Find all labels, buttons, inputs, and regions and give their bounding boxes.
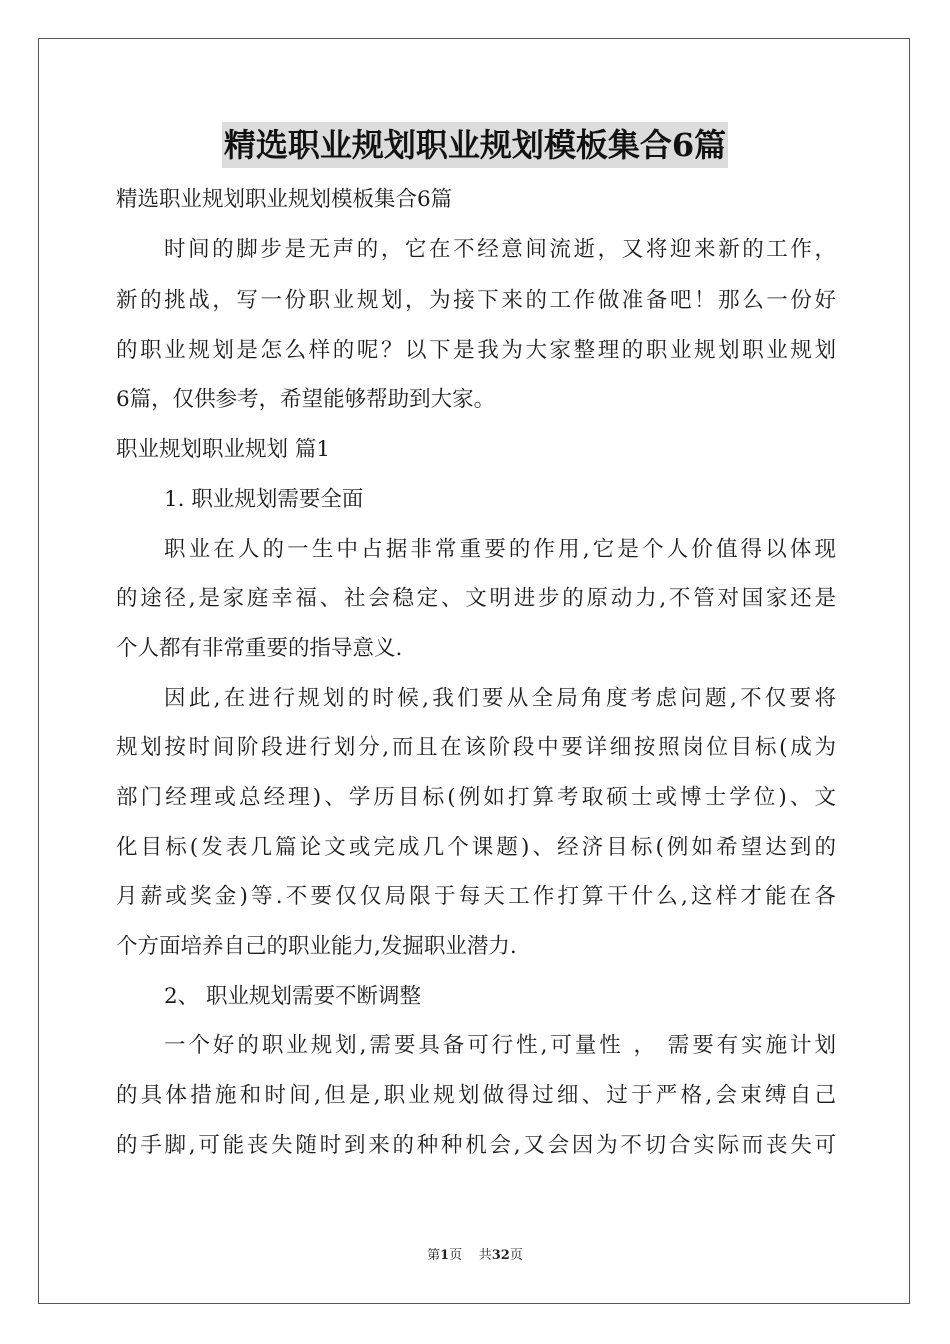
page-suffix: 页 (449, 1248, 463, 1263)
para1-line-1: 职业在人的一生中占据非常重要的作用,它是个人价值得以体现 (164, 537, 836, 562)
subheading-2: 2、 职业规划需要不断调整 (164, 984, 422, 1009)
total-suffix: 页 (509, 1248, 523, 1263)
para3-line-1: 一个好的职业规划,需要具备可行性,可量性 ， 需要有实施计划 (164, 1033, 836, 1058)
para1-line-3: 个人都有非常重要的指导意义. (116, 636, 403, 661)
section-heading-1: 职业规划职业规划 篇1 (116, 437, 331, 462)
title-container (0, 122, 950, 168)
para2-line-3: 部门经理或总经理)、学历目标(例如打算考取硕士或博士学位)、文 (116, 785, 836, 810)
intro-line-1: 时间的脚步是无声的，它在不经意间流逝，又将迎来新的工作， (164, 237, 836, 262)
para2-line-6: 个方面培养自己的职业能力,发掘职业潜力. (116, 934, 517, 959)
page-footer (0, 1247, 950, 1265)
subtitle-line: 精选职业规划职业规划模板集合6篇 (116, 187, 453, 212)
para3-line-3: 的手脚,可能丧失随时到来的种种机会,又会因为不切合实际而丧失可 (116, 1133, 836, 1158)
para2-line-1: 因此,在进行规划的时候,我们要从全局角度考虑问题,不仅要将 (164, 686, 836, 711)
page-prefix: 第 (427, 1248, 441, 1263)
para3-line-2: 的具体措施和时间,但是,职业规划做得过细、过于严格,会束缚自己 (116, 1083, 836, 1108)
document-title: 精选职业规划职业规划模板集合6篇 (222, 122, 728, 168)
para1-line-2: 的途径,是家庭幸福、社会稳定、文明进步的原动力,不管对国家还是 (116, 586, 836, 611)
total-pages: 32 (491, 1248, 510, 1263)
para2-line-2: 规划按时间阶段进行划分,而且在该阶段中要详细按照岗位目标(成为 (116, 735, 836, 760)
page-number: 1 (440, 1248, 450, 1263)
para2-line-5: 月薪或奖金)等.不要仅仅局限于每天工作打算干什么,这样才能在各 (116, 884, 836, 909)
page-border (38, 38, 910, 1304)
intro-line-2: 新的挑战，写一份职业规划，为接下来的工作做准备吧！那么一份好 (116, 288, 836, 313)
subheading-1: 1. 职业规划需要全面 (164, 487, 364, 512)
intro-line-4: 6篇，仅供参考，希望能够帮助到大家。 (116, 387, 496, 412)
total-prefix: 共 (478, 1248, 492, 1263)
para2-line-4: 化目标(发表几篇论文或完成几个课题)、经济目标(例如希望达到的 (116, 835, 836, 860)
intro-line-3: 的职业规划是怎么样的呢？以下是我为大家整理的职业规划职业规划 (116, 338, 836, 363)
